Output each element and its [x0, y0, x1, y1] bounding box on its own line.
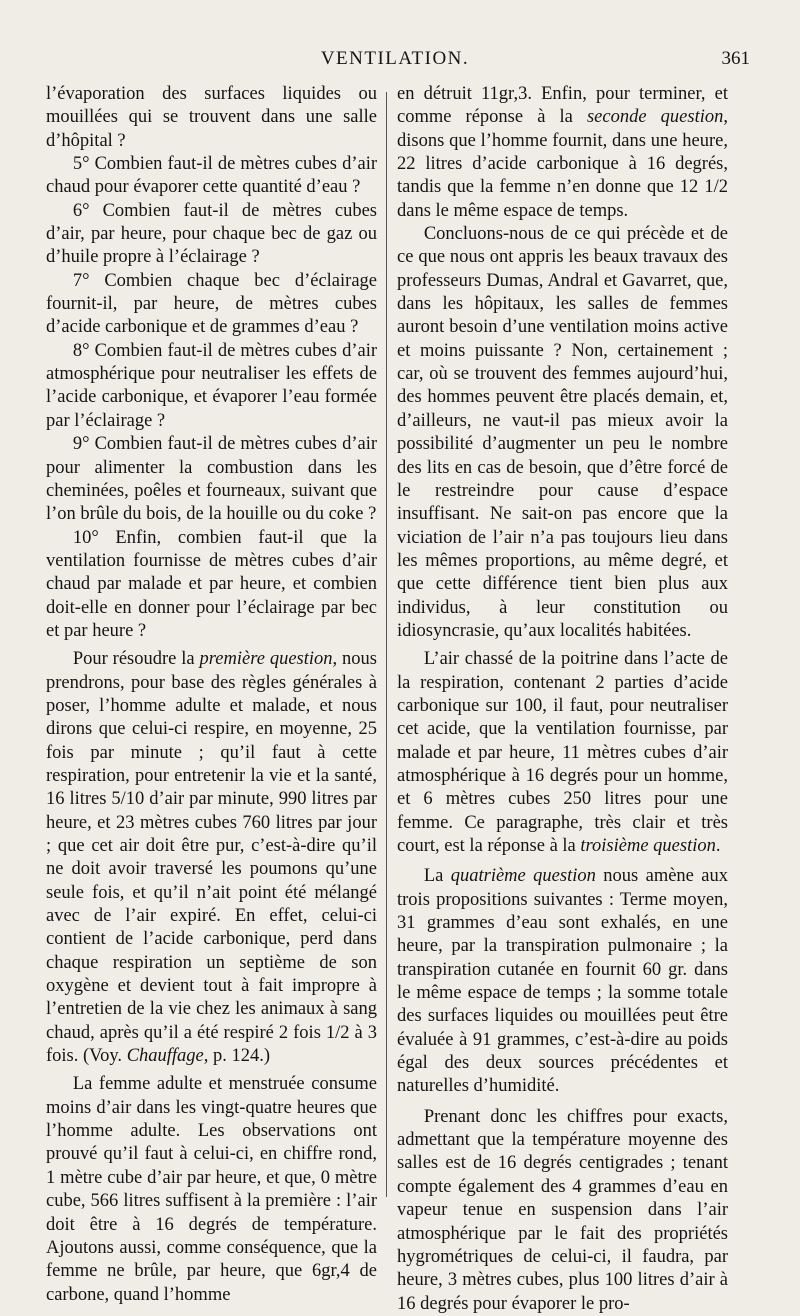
- paragraph-calculation: Prenant donc les chiffres pour exacts, admettant que la température moyenne des salles est de 16 degrés centigrades ; tenant compte également des 4 grammes d’eau en vapeur tenue en suspension dans l’air atmosphérique par le fait des propriétés hygrométriques de celui-ci, il faudra, par heure, 3 mètres cubes, plus 100 litres d’air à 16 degrés pour évaporer le pro-: [397, 1106, 728, 1314]
- paragraph-conclusion: Concluons-nous de ce qui précède et de ce que nous ont appris les beaux travaux des professeurs Dumas, Andral et Gavarret, que, dans les hôpitaux, les salles de femmes auront besoin d’une ventilation moins active et moins puissante ? Non, certainement ; car, où se trouvent des femmes aujourd’hui, des hommes peuvent être placés demain, et, d’ailleurs, ne vaut-il pas mieux avoir la possibilité d’augmenter un peu le nombre des lits en cas de besoin, que d’être forcé de le restreindre pour cause d’espace insuffisant. Ne sait-on pas encore que la viciation de l’air n’a pas toujours lieu dans les mêmes proportions, au même degré, et que cette différence tient bien plus aux individus, à leur constitution ou idiosyncrasie, qu’aux localités habitées.: [397, 224, 728, 641]
- page-header: [40, 48, 750, 74]
- question-6: 6° Combien faut-il de mètres cubes d’air, par heure, pour chaque bec de gaz ou d’huile propre à l’éclairage ?: [46, 200, 377, 268]
- question-5: 5° Combien faut-il de mètres cubes d’air chaud pour évaporer cette quantité d’eau ?: [46, 154, 377, 198]
- paragraph-fourth-question: La quatrième question nous amène aux trois propositions suivantes : Terme moyen, 31 grammes d’eau sont exhalés, en une heure, par la transpiration pulmonaire ; la transpiration cutanée en fournit 60 gr. dans le même espace de temps ; la somme totale des surfaces liquides ou mouillées peut être évaluée à 91 grammes, c’est-à-dire au poids égal des deux sources précédentes et naturelles d’humidité.: [397, 866, 728, 1097]
- paragraph-third-question: L’air chassé de la poitrine dans l’acte de la respiration, contenant 2 parties d’acide carbonique sur 100, il faut, pour neutraliser cet acide, que la ventilation fournisse, par malade et par heure, 11 mètres cubes d’air atmosphérique à 16 degrés pour un homme, et 6 mètres cubes 250 litres pour une femme. Ce paragraphe, très clair et très court, est la réponse à la troisième question.: [397, 649, 728, 856]
- emphasis: seconde question: [586, 107, 724, 128]
- emphasis: quatrième question: [450, 866, 596, 887]
- emphasis: Chauffage: [126, 1046, 204, 1067]
- emphasis: troisième question: [580, 836, 716, 856]
- paragraph-continuation: l’évaporation des surfaces liquides ou mouillées qui se trouvent dans une salle d’hôpital ?: [46, 84, 377, 151]
- left-column: [46, 83, 377, 1307]
- question-10: 10° Enfin, combien faut-il que la ventilation fournisse de mètres cubes d’air chaud par malade et par heure, et combien doit-elle en donner pour l’éclairage par bec et par heure ?: [46, 527, 377, 641]
- right-column: [397, 83, 728, 1316]
- question-8: 8° Combien faut-il de mètres cubes d’air atmosphérique pour neutraliser les effets de l’acide carbonique, et évaporer l’eau formée par l’éclairage ?: [46, 340, 377, 431]
- emphasis: première question: [199, 649, 333, 670]
- page-number: 361: [721, 48, 750, 69]
- paragraph-first-question: Pour résoudre la première question, nous prendrons, pour base des règles générales à poser, l’homme adulte et malade, et nous dirons que celui-ci respire, en moyenne, 25 fois par minute ; qu’il faut à cette respiration, pour entretenir la vie et la santé, 16 litres 5/10 d’air par minute, 990 litres par heure, et 23 mètres cubes 760 litres par jour ; que cet air doit être pur, c’est-à-dire qu’il ne doit avoir traversé les poumons qu’une seule fois, et qu’il n’ait point été mélangé avec de l’air expiré. En effet, celui-ci contient de l’acide carbonique, perd dans chaque respiration un septième de son oxygène et devient tout à fait impropre à l’entretien de la vie chez les animaux à sang chaud, après qu’il a été respiré 2 fois 1/2 à 3 fois. (Voy. Chauffage, p. 124.): [46, 649, 377, 1067]
- running-title: VENTILATION.: [320, 48, 470, 69]
- paragraph-second-question: en détruit 11gr,3. Enfin, pour terminer, et comme réponse à la seconde question, disons que l’homme fournit, dans une heure, 22 litres d’acide carbonique à 16 degrés, tandis que la femme n’en donne que 12 1/2 dans le même espace de temps.: [397, 84, 728, 221]
- question-7: 7° Combien chaque bec d’éclairage fournit-il, par heure, de mètres cubes d’acide carbonique et de grammes d’eau ?: [46, 270, 377, 338]
- column-divider: [386, 92, 387, 1197]
- question-9: 9° Combien faut-il de mètres cubes d’air pour alimenter la combustion dans les cheminées, poêles et fourneaux, suivant que l’on brûle du bois, de la houille ou du coke ?: [46, 434, 377, 525]
- paragraph-female-respiration: La femme adulte et menstruée consume moins d’air dans les vingt-quatre heures que l’homme adulte. Les observations ont prouvé qu’il faut à celui-ci, en chiffre rond, 1 mètre cube d’air par heure, et que, 0 mètre cube, 566 litres suffisent à la première : l’air doit être à 16 degrés de température. Ajoutons aussi, comme conséquence, que la femme ne brûle, par heure, que 6gr,4 de carbone, quand l’homme: [46, 1074, 377, 1305]
